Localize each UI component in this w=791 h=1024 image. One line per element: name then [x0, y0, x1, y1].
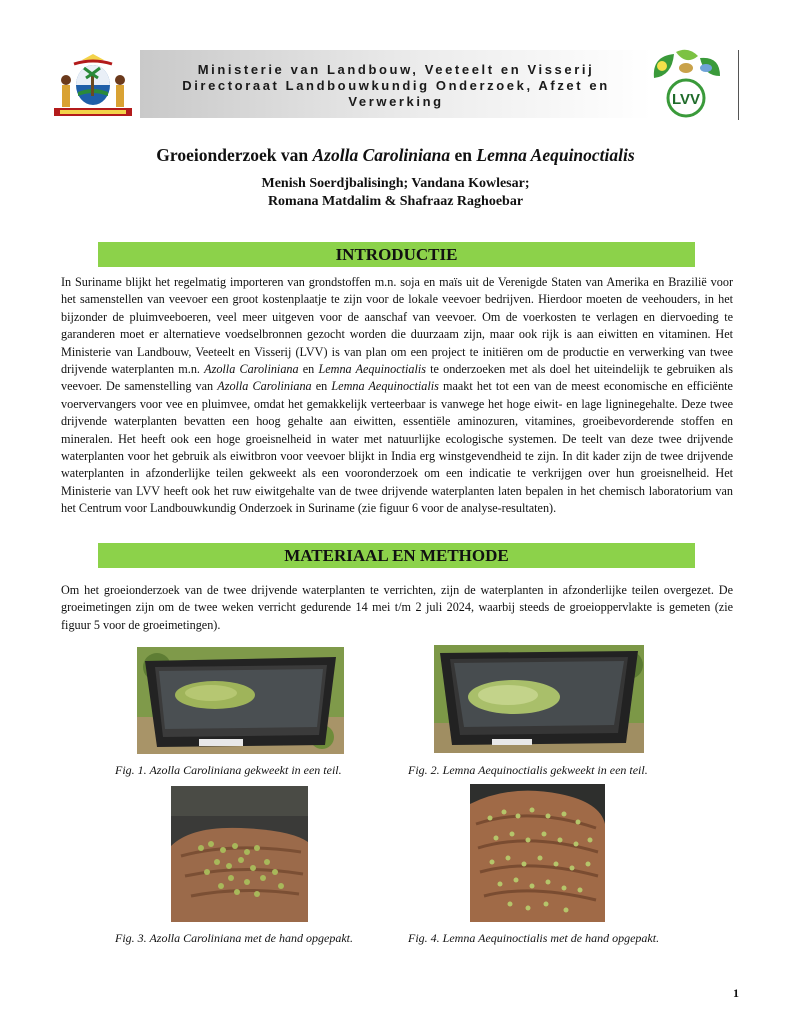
lvv-logo-text: LVV: [671, 91, 701, 108]
section-heading-introductie: INTRODUCTIE: [98, 242, 695, 267]
directorate-name-line1: Directoraat Landbouwkundig Onderzoek, Afzet en: [182, 78, 610, 93]
intro-paragraph: In Suriname blijkt het regelmatig importeren van grondstoffen m.n. soja en maïs uit de Verenigde Staten van Amerika en Brazilië voor het samenstellen van veevoer een groot kostenplaatje te zijn voor de lokale veevoer bedrijven. Hierdoor moeten de veehouders, in het bijzonder de pluimveeboeren, veel meer uitgeven voor de aanschaf van veevoer. Om de voerkosten te verlagen en diervoeding te garanderen moet er alternatieve voedselbronnen gezocht worden die duurzaam zijn, maar ook rijk is aan eiwitten en vitaminen. Het Ministerie van Landbouw, Veeteelt en Visserij (LVV) is van plan om een project te initiëren om de productie en verwerking van twee drijvende waterplanten m.n. Azolla Caroliniana en Lemna Aequinoctialis te onderzoeken met als doel het uiteindelijk te gebruiken als veevoer. De samenstelling van Azolla Caroliniana en Lemna Aequinoctialis maakt het tot een van de meest economische en efficiënte voervervangers voor vee en pluimvee, omdat het gemakkelijk verteerbaar is vanwege het hoge eiwit- en lage ligninegehalte. Deze twee drijvende waterplanten bevatten een hoog gehalte aan eiwitten, essentiële aminozuren, vitamines, groeibevorderende stoffen en mineralen. Het heeft ook een hoge groeisnelheid in water met natuurlijke ecologische systemen. De teelt van deze twee drijvende waterplanten voor het gebruik als eiwitbron voor veevoer blijkt in India erg winstgevendheid te zijn. In dit kader zijn de twee drijvende waterplanten in afzonderlijke teilen gekweekt als een vooronderzoek om een indicatie te verkrijgen over hun groeisnelheid. Het Ministerie van LVV heeft ook het ruw eiwitgehalte van de twee drijvende waterplanten laten bepalen in het chemisch laboratorium van het Centrum voor Landbouwkundig Onderzoek in Suriname (zie figuur 6 voor de analyse-resultaten).: [61, 275, 733, 516]
figure-1-photo-azolla-tub: [137, 647, 344, 754]
authors-line2: Romana Matdalim & Shafraaz Raghoebar: [267, 194, 524, 209]
figure-3-caption: Fig. 3. Azolla Caroliniana met de hand opgepakt.: [115, 931, 353, 945]
header-divider: [738, 50, 739, 120]
authors-line1: Menish Soerdjbalisingh; Vandana Kowlesar;: [261, 176, 530, 191]
lvv-logo: [648, 48, 724, 122]
figure-4-caption: Fig. 4. Lemna Aequinoctialis met de hand opgepakt.: [408, 931, 660, 945]
figure-4-photo-lemna-hand: [470, 784, 605, 922]
figure-1-caption: Fig. 1. Azolla Caroliniana gekweekt in een teil.: [115, 763, 342, 777]
suriname-coat-of-arms: [52, 50, 134, 120]
page-number: 1: [733, 986, 739, 1000]
figure-2-photo-lemna-tub: [434, 645, 644, 753]
ministry-name: Ministerie van Landbouw, Veeteelt en Visserij: [197, 62, 595, 77]
figure-2-caption: Fig. 2. Lemna Aequinoctialis gekweekt in een teil.: [408, 763, 648, 777]
section-heading-materiaal-en-methode: MATERIAAL EN METHODE: [98, 543, 695, 568]
ministry-header-banner: [140, 50, 652, 118]
directorate-name-line2: Verwerking: [348, 94, 444, 109]
figure-3-photo-azolla-hand: [171, 786, 308, 922]
methods-paragraph: Om het groeionderzoek van de twee drijvende waterplanten te verrichten, zijn de waterplanten in afzonderlijke teilen overgezet. De groeimetingen zijn om de twee weken verricht gedurende 14 mei t/m 2 juli 2024, waarbij steeds de groeioppervlakte is gemeten (zie figuur 5 voor de groeimetingen).: [61, 583, 733, 632]
document-title: Groeionderzoek van Azolla Caroliniana en Lemna Aequinoctialis: [156, 145, 635, 165]
